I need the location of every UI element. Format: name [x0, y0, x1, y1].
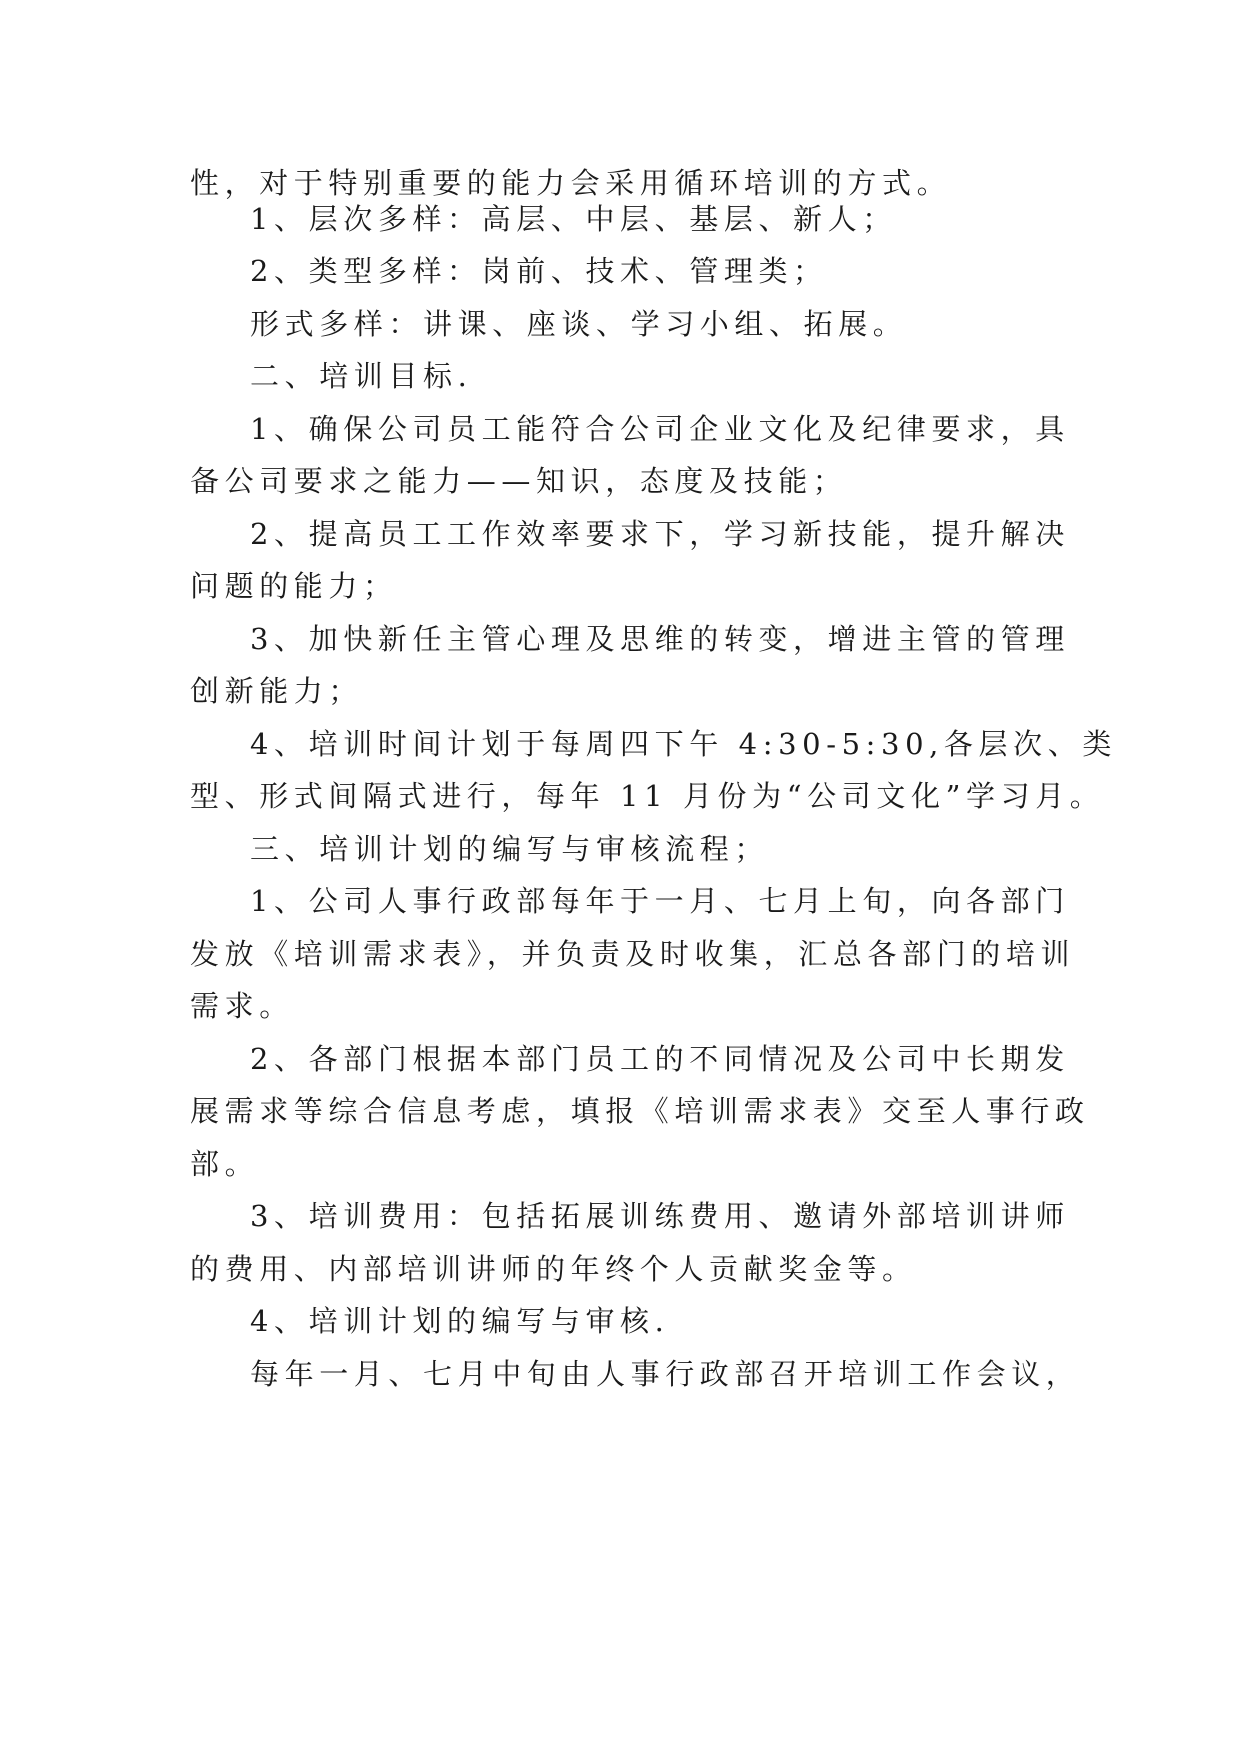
- text-line: 1、公司人事行政部每年于一月、七月上旬，向各部门: [250, 884, 1070, 918]
- text-line: 2、提高员工工作效率要求下，学习新技能，提升解决: [250, 517, 1070, 551]
- text-line: 备公司要求之能力——知识，态度及技能；: [190, 464, 848, 498]
- text-line: 1、层次多样：高层、中层、基层、新人；: [250, 202, 897, 236]
- text-line: 3、培训费用：包括拓展训练费用、邀请外部培训讲师: [250, 1199, 1070, 1233]
- text-line: 型、形式间隔式进行，每年 11 月份为“公司文化”学习月。: [190, 779, 1105, 813]
- text-line: 形式多样：讲课、座谈、学习小组、拓展。: [250, 307, 908, 341]
- text-line: 性，对于特别重要的能力会采用循环培训的方式。: [190, 166, 952, 200]
- text-line: 4、培训时间计划于每周四下午 4:30-5:30,各层次、类: [250, 727, 1117, 761]
- text-line: 展需求等综合信息考虑，填报《培训需求表》交至人事行政: [190, 1094, 1090, 1128]
- text-line: 创新能力；: [190, 674, 364, 708]
- section-heading: 三、培训计划的编写与审核流程；: [250, 832, 770, 866]
- text-line: 每年一月、七月中旬由人事行政部召开培训工作会议，: [250, 1357, 1081, 1391]
- text-line: 问题的能力；: [190, 569, 398, 603]
- text-line: 4、培训计划的编写与审核.: [250, 1304, 670, 1338]
- text-line: 发放《培训需求表》，并负责及时收集，汇总各部门的培训: [190, 937, 1076, 971]
- text-line: 2、各部门根据本部门员工的不同情况及公司中长期发: [250, 1042, 1070, 1076]
- text-line: 1、确保公司员工能符合公司企业文化及纪律要求，具: [250, 412, 1070, 446]
- text-line: 部。: [190, 1147, 260, 1181]
- section-heading: 二、培训目标.: [250, 359, 473, 393]
- text-line: 需求。: [190, 989, 294, 1023]
- text-line: 2、类型多样：岗前、技术、管理类；: [250, 254, 828, 288]
- text-line: 3、加快新任主管心理及思维的转变，增进主管的管理: [250, 622, 1070, 656]
- text-line: 的费用、内部培训讲师的年终个人贡献奖金等。: [190, 1252, 917, 1286]
